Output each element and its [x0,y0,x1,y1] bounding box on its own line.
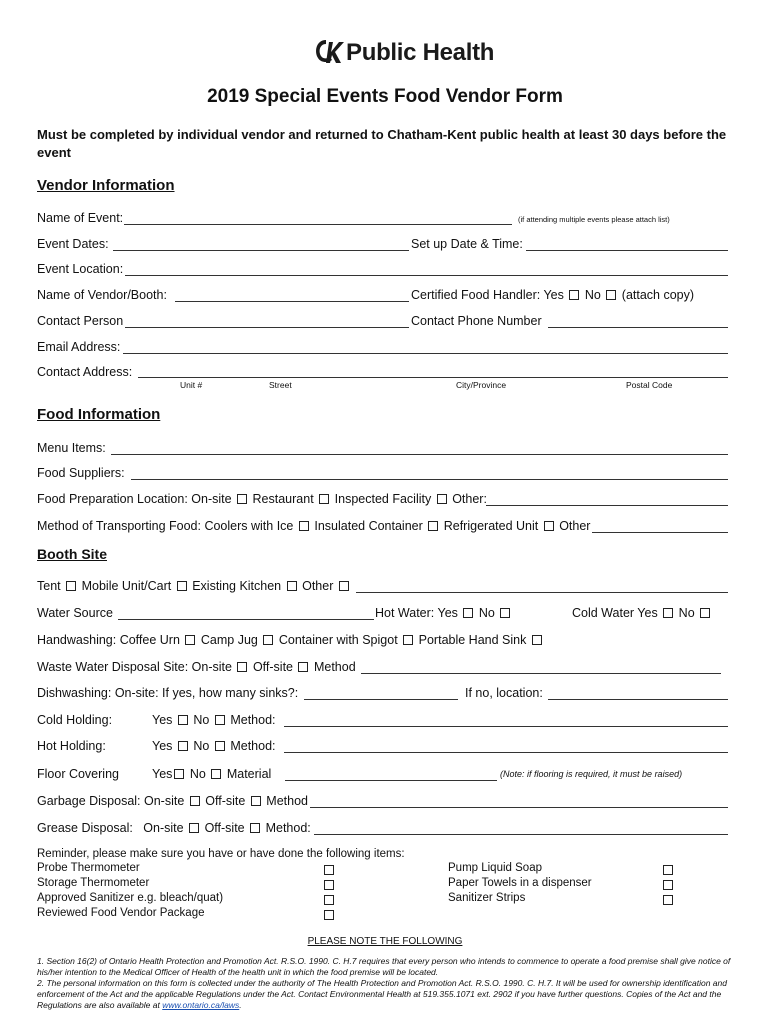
footnote-1: 1. Section 16(2) of Ontario Health Protection and Promotion Act. R.S.O. 1990. C. H.7 requires that every person who intends to commence to operate a food premise shall give notice of his/her intention to the Medical Officer of Health of the health unit in which the food premise will be located. [37,956,731,977]
sanitizer-checkbox[interactable] [324,895,334,905]
floor-options: Yes No Material [152,767,272,781]
prep-restaurant-checkbox[interactable] [319,494,329,504]
hand-sink-checkbox[interactable] [532,635,542,645]
camp-jug-checkbox[interactable] [263,635,273,645]
menu-items-label: Menu Items: [37,441,106,455]
logo-text: Public Health [346,39,495,66]
cold-holding-label: Cold Holding: [37,713,113,727]
handwashing-row: Handwashing: Coffee Urn Camp Jug Container with Spigot Portable Hand Sink [37,633,544,647]
floor-note: (Note: if flooring is required, it must be raised) [500,769,683,779]
prep-onsite-checkbox[interactable] [237,494,247,504]
event-location-field[interactable] [125,275,728,276]
grease-offsite-checkbox[interactable] [250,823,260,833]
floor-material-field[interactable] [285,780,497,781]
event-location-label: Event Location: [37,262,124,276]
booth-type-row: Tent Mobile Unit/Cart Existing Kitchen Other [37,579,351,593]
hot-holding-yes-checkbox[interactable] [178,741,188,751]
address-postal-label: Postal Code [626,380,673,390]
hot-water-yes-checkbox[interactable] [463,608,473,618]
contact-address-label: Contact Address: [37,365,133,379]
paper-towels-checkbox[interactable] [663,880,673,890]
prep-location-row: Food Preparation Location: On-site Restaurant Inspected Facility Other: [37,492,487,506]
floor-no-checkbox[interactable] [211,769,221,779]
booth-section-heading: Booth Site [37,546,107,562]
transport-other-field[interactable] [592,532,728,533]
address-city-label: City/Province [456,380,507,390]
reminder-left-item: Storage Thermometer [37,877,150,889]
sanitizer-strips-checkbox[interactable] [663,895,673,905]
water-source-label: Water Source [37,606,113,620]
contact-address-field[interactable] [138,377,728,378]
cold-holding-options: Yes No Method: [152,713,276,727]
email-field[interactable] [123,353,728,354]
waste-onsite-checkbox[interactable] [237,662,247,672]
address-unit-label: Unit # [180,380,203,390]
contact-phone-label: Contact Phone Number [411,314,542,328]
floor-covering-label: Floor Covering [37,767,119,781]
cold-water-row: Cold Water Yes No [572,606,712,620]
contact-person-field[interactable] [125,327,409,328]
event-note: (if attending multiple events please attach list) [518,215,670,224]
dishwashing-label: Dishwashing: On-site: If yes, how many sinks?: [37,686,299,700]
form-subtitle: Must be completed by individual vendor and returned to Chatham-Kent public health at least 30 days before the event [37,127,727,160]
hot-water-no-checkbox[interactable] [500,608,510,618]
water-source-field[interactable] [118,619,374,620]
contact-person-label: Contact Person [37,314,124,328]
coffee-urn-checkbox[interactable] [185,635,195,645]
booth-other-field[interactable] [356,592,728,593]
waste-water-row: Waste Water Disposal Site: On-site Off-site Method [37,660,356,674]
setup-field[interactable] [526,250,728,251]
email-label: Email Address: [37,340,121,354]
cold-water-yes-checkbox[interactable] [663,608,673,618]
garbage-method-field[interactable] [310,807,728,808]
reminder-right-item: Paper Towels in a dispenser [448,877,592,889]
cold-water-no-checkbox[interactable] [700,608,710,618]
certified-yes-checkbox[interactable] [569,290,579,300]
transport-coolers-checkbox[interactable] [299,521,309,531]
certified-no-checkbox[interactable] [606,290,616,300]
transport-refrigerated-checkbox[interactable] [544,521,554,531]
tent-checkbox[interactable] [66,581,76,591]
cold-holding-no-checkbox[interactable] [215,715,225,725]
booth-other-checkbox[interactable] [339,581,349,591]
food-suppliers-label: Food Suppliers: [37,466,125,480]
mobile-checkbox[interactable] [177,581,187,591]
reminder-left-item: Probe Thermometer [37,862,140,874]
spigot-checkbox[interactable] [403,635,413,645]
reminder-right-item: Sanitizer Strips [448,892,526,904]
vendor-section-heading: Vendor Information [37,177,175,194]
hot-holding-label: Hot Holding: [37,739,106,753]
vendor-package-checkbox[interactable] [324,910,334,920]
footnote-2: 2. The personal information on this form is collected under the authority of The Health Protection and Promotion Act. R.S.O. 1990. C. H.7. It will be used for ownership identification and enforcement of the Act and the applicable Regulations under the Act. Contact Environmental Health at 519.355.1071 ext. 2902 if you have further questions. Copies of the Act and the Regulations are also available at www.ontario.ca/laws. [37,978,727,1010]
setup-label: Set up Date & Time: [411,237,523,251]
hot-holding-options: Yes No Method: [152,739,276,753]
grease-row: Grease Disposal: On-site Off-site Method: [37,821,311,835]
ontario-laws-link[interactable]: www.ontario.ca/laws [162,1000,240,1010]
prep-inspected-checkbox[interactable] [437,494,447,504]
name-of-event-field[interactable] [124,224,512,225]
address-street-label: Street [269,380,292,390]
waste-method-field[interactable] [361,673,721,674]
reminder-intro: Reminder, please make sure you have or have done the following items: [37,848,405,860]
event-dates-field[interactable] [113,250,409,251]
hot-holding-method-field[interactable] [284,752,728,753]
transport-insulated-checkbox[interactable] [428,521,438,531]
ck-logo-icon [312,36,346,66]
pump-soap-checkbox[interactable] [663,865,673,875]
garbage-offsite-checkbox[interactable] [251,796,261,806]
food-section-heading: Food Information [37,406,161,423]
vendor-booth-field[interactable] [175,301,409,302]
sinks-count-field[interactable] [304,699,458,700]
contact-phone-field[interactable] [548,327,728,328]
menu-items-field[interactable] [111,454,728,455]
page-title: 2019 Special Events Food Vendor Form [207,86,563,107]
storage-thermometer-checkbox[interactable] [324,880,334,890]
hot-holding-no-checkbox[interactable] [215,741,225,751]
reminder-right-item: Pump Liquid Soap [448,862,542,874]
grease-method-field[interactable] [314,834,728,835]
cold-holding-yes-checkbox[interactable] [178,715,188,725]
floor-yes-checkbox[interactable] [174,769,184,779]
hot-water-row: Hot Water: Yes No [375,606,512,620]
waste-offsite-checkbox[interactable] [298,662,308,672]
reminder-left-item: Reviewed Food Vendor Package [37,907,205,919]
food-suppliers-field[interactable] [131,479,728,480]
reminder-left-item: Approved Sanitizer e.g. bleach/quat) [37,892,224,904]
cold-holding-method-field[interactable] [284,726,728,727]
prep-other-field[interactable] [486,505,728,506]
event-dates-label: Event Dates: [37,237,109,251]
vendor-booth-label: Name of Vendor/Booth: [37,288,167,302]
notes-heading: PLEASE NOTE THE FOLLOWING [307,936,463,947]
kitchen-checkbox[interactable] [287,581,297,591]
garbage-row: Garbage Disposal: On-site Off-site Method [37,794,308,808]
transport-row: Method of Transporting Food: Coolers with Ice Insulated Container Refrigerated Unit Other [37,519,591,533]
dish-location-label: If no, location: [465,686,543,700]
grease-onsite-checkbox[interactable] [189,823,199,833]
name-of-event-label: Name of Event: [37,211,124,225]
probe-thermometer-checkbox[interactable] [324,865,334,875]
certified-label: Certified Food Handler: Yes No (attach copy) [411,288,695,302]
dish-location-field[interactable] [548,699,728,700]
garbage-onsite-checkbox[interactable] [190,796,200,806]
